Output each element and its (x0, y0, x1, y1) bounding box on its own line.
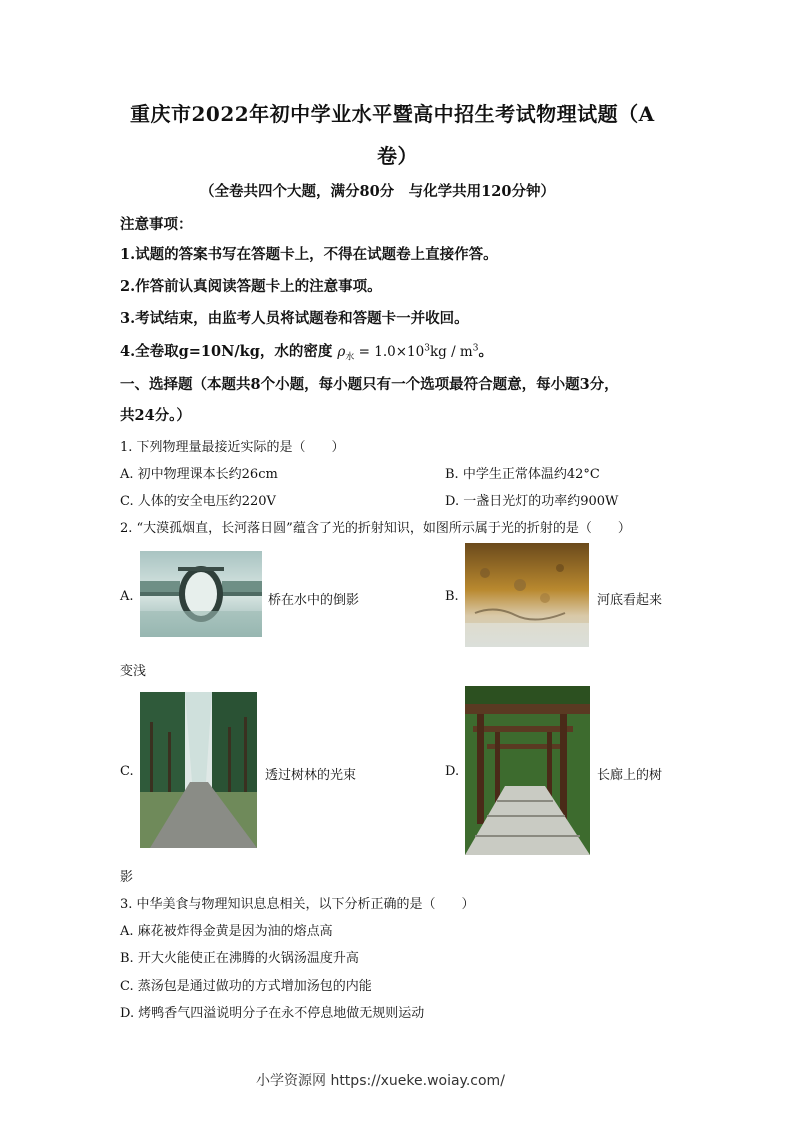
section-heading: 一、选择题（本题共8个小题，每小题只有一个选项最符合题意，每小题3分， (120, 376, 619, 393)
q2-option-c-text: 透过树林的光束 (265, 768, 357, 783)
q1-stem: 1. 下列物理量最接近实际的是（ ） (120, 440, 345, 455)
density-unit-exponent: 3 (472, 343, 479, 354)
q2-option-d-label: D. (445, 764, 460, 779)
q2-option-a-label: A. (120, 589, 134, 604)
density-formula (337, 343, 479, 363)
section-heading-cont: 共24分。） (120, 407, 191, 424)
q2-option-d-text-wrap: 影 (120, 870, 134, 885)
rho-subscript: 水 (345, 352, 355, 363)
q1-option-a: A. 初中物理课本长约26cm (120, 467, 278, 482)
density-value: = 1.0×10 (358, 344, 425, 360)
note-item-4 (120, 340, 493, 363)
note-item-1: 1.试题的答案书写在答题卡上，不得在试题卷上直接作答。 (120, 246, 498, 263)
corridor-shadow-image (465, 686, 590, 855)
tree-light-beam-image (140, 692, 257, 848)
q1-option-d: D. 一盏日光灯的功率约900W (445, 494, 619, 509)
q2-option-b-text: 河底看起来 (597, 593, 663, 608)
riverbed-image (465, 543, 589, 647)
q3-option-c: C. 蒸汤包是通过做功的方式增加汤包的内能 (120, 979, 372, 994)
density-exponent: 3 (424, 343, 430, 354)
q3-option-d: D. 烤鸭香气四溢说明分子在永不停息地做无规则运动 (120, 1006, 425, 1021)
density-unit: kg / m (429, 344, 473, 360)
note-item-3: 3.考试结束，由监考人员将试题卷和答题卡一并收回。 (120, 310, 469, 327)
q3-stem: 3. 中华美食与物理知识息息相关，以下分析正确的是（ ） (120, 897, 475, 912)
page-title: 重庆市2022年初中学业水平暨高中招生考试物理试题（A (130, 102, 655, 126)
note-item-4-prefix: 4.全卷取g=10N/kg，水的密度 (120, 343, 333, 360)
exam-subtitle: （全卷共四个大题，满分80分 与化学共用120分钟） (200, 183, 555, 200)
page-title-cont: 卷） (377, 144, 418, 168)
note-item-4-end: 。 (478, 343, 493, 360)
q2-option-b-label: B. (445, 589, 459, 604)
rho-symbol: ρ (337, 344, 346, 360)
q2-option-c-label: C. (120, 764, 134, 779)
q3-option-b: B. 开大火能使正在沸腾的火锅汤温度升高 (120, 951, 359, 966)
q3-option-a: A. 麻花被炸得金黄是因为油的熔点高 (120, 924, 333, 939)
q2-option-d-text: 长廊上的树 (597, 768, 663, 783)
bridge-reflection-image (140, 551, 262, 637)
note-item-2: 2.作答前认真阅读答题卡上的注意事项。 (120, 278, 382, 295)
q2-option-a-text: 桥在水中的倒影 (268, 593, 360, 608)
notes-heading: 注意事项： (120, 216, 193, 233)
footer-watermark: 小学资源网 https://xueke.woiay.com/ (256, 1073, 505, 1089)
q2-stem: 2. “大漠孤烟直，长河落日圆”蕴含了光的折射知识，如图所示属于光的折射的是（ ） (120, 521, 631, 536)
q1-option-b: B. 中学生正常体温约42°C (445, 467, 600, 482)
q2-option-b-text-wrap: 变浅 (120, 664, 147, 679)
q1-option-c: C. 人体的安全电压约220V (120, 494, 276, 509)
